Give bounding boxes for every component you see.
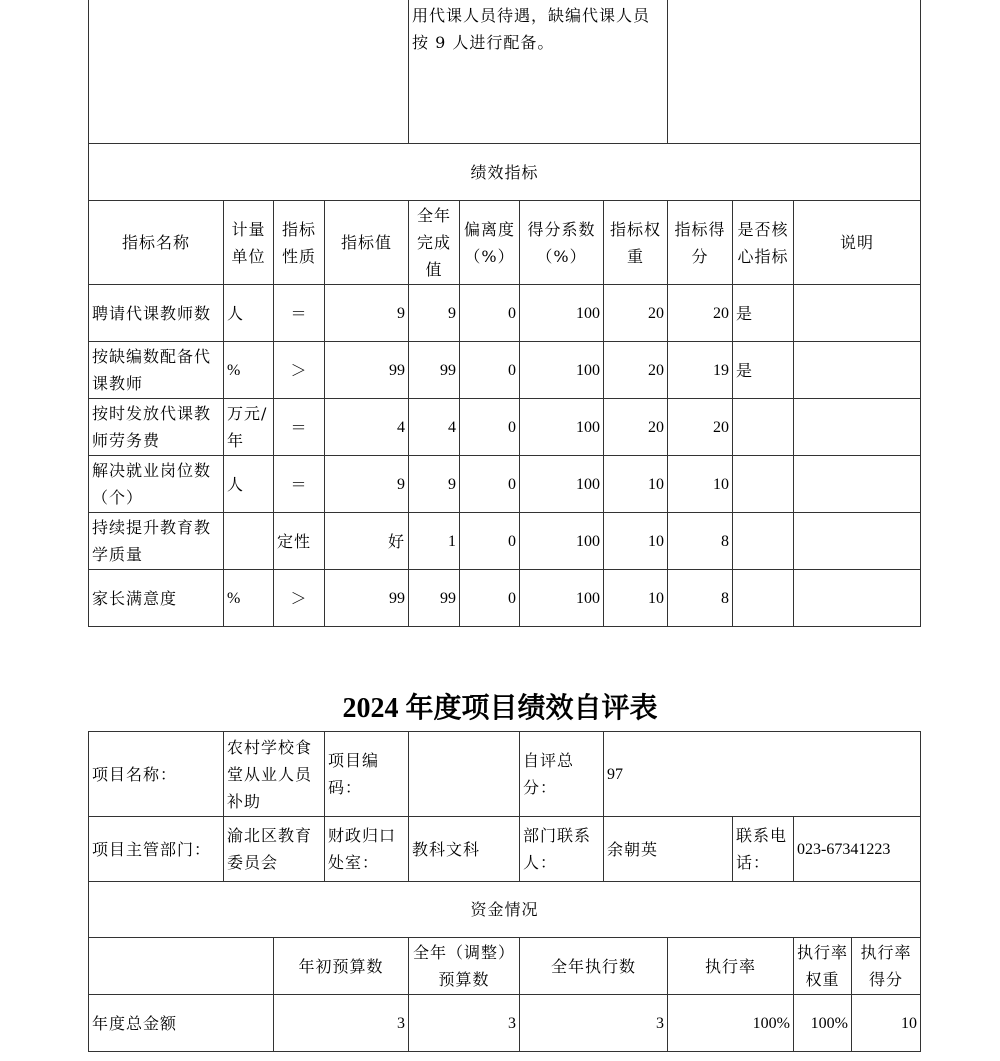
indicator-row-cell-text: 9 — [448, 475, 456, 493]
indicator-row-cell — [459, 455, 520, 513]
indicator-row-cell — [324, 284, 409, 342]
section-title-funds — [88, 881, 921, 938]
fund-row-cell — [519, 994, 668, 1052]
prev-row-cell — [667, 0, 921, 144]
fund-row-cell — [273, 994, 409, 1052]
fund-row-cell — [88, 994, 274, 1052]
indicator-row-cell-text: 聘请代课教师数 — [92, 303, 212, 323]
project-dept-cell — [408, 816, 520, 882]
indicator-header-text: 指标权重 — [609, 219, 661, 266]
indicator-row-cell — [603, 398, 668, 456]
indicator-header — [459, 200, 520, 285]
indicator-row-cell — [324, 569, 409, 627]
fund-header — [793, 937, 852, 995]
project-info-cell-text: 项目名称： — [92, 764, 178, 784]
indicator-row-cell — [793, 398, 921, 456]
indicator-row-cell — [273, 398, 325, 456]
indicator-row-cell — [88, 341, 224, 399]
fund-header — [88, 937, 274, 995]
indicator-header — [408, 200, 460, 285]
indicator-row-cell-text: 9 — [397, 304, 405, 322]
indicator-header-text: 是否核心指标 — [737, 219, 789, 266]
indicator-row-cell-text: 0 — [508, 304, 516, 322]
indicator-row-cell — [223, 284, 274, 342]
indicator-row-cell — [459, 341, 520, 399]
project-dept-cell-text: 联系电话： — [736, 826, 788, 872]
project-info-cell-text: 农村学校食堂从业人员补助 — [227, 737, 313, 811]
fund-header — [519, 937, 668, 995]
indicator-row-cell — [603, 341, 668, 399]
indicator-row-cell — [519, 569, 604, 627]
project-dept-cell-text: 项目主管部门： — [92, 839, 212, 859]
indicator-row-cell-text: 10 — [648, 589, 664, 607]
fund-row-cell-text: 年度总金额 — [92, 1013, 178, 1033]
indicator-row-cell-text: % — [227, 361, 241, 379]
indicator-row-cell — [324, 341, 409, 399]
indicator-row-cell-text: 100 — [576, 304, 600, 322]
indicator-row-cell-text: 好 — [387, 531, 405, 551]
indicator-row-cell-text: 100 — [576, 361, 600, 379]
indicator-row-cell-text: 1 — [448, 532, 456, 550]
indicator-row-cell — [459, 512, 520, 570]
indicator-row-cell — [732, 569, 794, 627]
indicator-row-cell — [88, 512, 224, 570]
project-info-cell — [519, 731, 604, 817]
indicator-row-cell-text: 100 — [576, 475, 600, 493]
indicator-row-cell — [223, 398, 274, 456]
indicator-row-cell — [519, 284, 604, 342]
indicator-row-cell — [408, 284, 460, 342]
indicator-row-cell — [667, 455, 733, 513]
project-info-cell — [603, 731, 921, 817]
indicator-row-cell — [88, 455, 224, 513]
indicator-row-cell-text: 是 — [736, 360, 754, 380]
indicator-row-cell-text: 人 — [227, 303, 245, 323]
indicator-row-cell-text: 人 — [227, 474, 245, 494]
indicator-row-cell — [408, 455, 460, 513]
indicator-row-cell-text: 是 — [736, 303, 754, 323]
indicator-row-cell-text: 10 — [648, 532, 664, 550]
indicator-row-cell-text: 9 — [397, 475, 405, 493]
indicator-row-cell-text: 100 — [576, 418, 600, 436]
indicator-row-cell-text: 家长满意度 — [92, 588, 178, 608]
indicator-row-cell-text: 0 — [508, 361, 516, 379]
indicator-header — [223, 200, 274, 285]
prev-row-cell — [88, 0, 409, 144]
fund-header — [851, 937, 921, 995]
indicator-row-cell — [667, 512, 733, 570]
indicator-row-cell-text: 4 — [397, 418, 405, 436]
indicator-header-text: 全年完成值 — [416, 206, 451, 279]
project-dept-cell — [732, 816, 794, 882]
indicator-row-cell-text: 0 — [508, 418, 516, 436]
fund-row-cell-text: 3 — [656, 1014, 664, 1032]
section-title-funds-text: 资金情况 — [470, 900, 539, 919]
indicator-row-cell — [88, 398, 224, 456]
project-dept-cell — [793, 816, 921, 882]
project-dept-cell-text: 部门联系人： — [523, 826, 592, 872]
indicator-row-cell-text: 100 — [576, 589, 600, 607]
indicator-row-cell — [793, 455, 921, 513]
indicator-row-cell-text: 万元/年 — [227, 404, 268, 450]
fund-header-text: 执行率得分 — [860, 943, 912, 989]
project-info-cell-text: 自评总分： — [523, 751, 575, 797]
indicator-row-cell — [88, 284, 224, 342]
indicator-row-cell — [408, 341, 460, 399]
fund-row-cell-text: 100% — [752, 1014, 790, 1032]
indicator-row-cell-text: 10 — [713, 475, 729, 493]
indicator-row-cell-text: 20 — [713, 304, 729, 322]
indicator-header-text: 计量单位 — [231, 219, 266, 266]
indicator-header-text: 得分系数（%） — [527, 219, 596, 266]
indicator-row-cell-text: 按时发放代课教师劳务费 — [92, 404, 212, 450]
indicator-header — [793, 200, 921, 285]
indicator-row-cell-text: % — [227, 589, 241, 607]
indicator-row-cell — [88, 569, 224, 627]
indicator-row-cell-text: ＝ — [290, 303, 308, 323]
indicator-row-cell — [459, 284, 520, 342]
indicator-header-text: 指标值 — [340, 233, 392, 252]
project-info-cell-text: 项目编码： — [328, 751, 380, 797]
indicator-row-cell — [223, 341, 274, 399]
indicator-row-cell — [519, 455, 604, 513]
indicator-header-text: 偏离度（%） — [463, 219, 515, 266]
project-dept-cell — [324, 816, 409, 882]
fund-header — [408, 937, 520, 995]
evaluation-form-title: 2024 年度项目绩效自评表 — [342, 693, 658, 724]
indicator-row-cell — [223, 569, 274, 627]
indicator-row-cell — [273, 455, 325, 513]
indicator-header-text: 说明 — [839, 233, 874, 252]
fund-header-text: 年初预算数 — [298, 956, 384, 976]
fund-row-cell — [793, 994, 852, 1052]
indicator-header-text: 指标性质 — [281, 219, 316, 266]
fund-row-cell-text: 10 — [901, 1014, 917, 1032]
project-dept-cell-text: 023-67341223 — [797, 840, 891, 858]
indicator-row-cell — [732, 398, 794, 456]
project-dept-cell-text: 渝北区教育委员会 — [227, 826, 313, 872]
indicator-row-cell — [793, 341, 921, 399]
indicator-row-cell — [459, 398, 520, 456]
indicator-row-cell — [603, 569, 668, 627]
indicator-row-cell — [324, 398, 409, 456]
project-dept-cell — [223, 816, 325, 882]
indicator-row-cell — [519, 512, 604, 570]
indicator-header — [88, 200, 224, 285]
project-info-cell-text: 97 — [607, 765, 623, 783]
indicator-row-cell — [667, 398, 733, 456]
fund-header-text: 全年（调整）预算数 — [412, 943, 515, 989]
indicator-row-cell-text: 99 — [389, 589, 405, 607]
indicator-row-cell-text: 4 — [448, 418, 456, 436]
indicator-row-cell — [273, 512, 325, 570]
fund-row-cell — [408, 994, 520, 1052]
indicator-row-cell-text: 20 — [648, 304, 664, 322]
indicator-row-cell-text: 20 — [713, 418, 729, 436]
project-info-cell — [408, 731, 520, 817]
fund-header-text: 执行率 — [704, 956, 756, 976]
indicator-row-cell — [732, 284, 794, 342]
indicator-row-cell — [273, 341, 325, 399]
project-info-cell — [88, 731, 224, 817]
indicator-row-cell — [667, 284, 733, 342]
indicator-row-cell-text: ＝ — [290, 474, 308, 494]
prev-row-cell-text: 用代课人员待遇，缺编代课人员按 9 人进行配备。 — [412, 6, 651, 52]
fund-row-cell — [667, 994, 794, 1052]
indicator-row-cell-text: 解决就业岗位数（个） — [92, 461, 212, 507]
indicator-row-cell — [324, 455, 409, 513]
indicator-row-cell-text: 20 — [648, 418, 664, 436]
indicator-row-cell-text: 0 — [508, 589, 516, 607]
indicator-row-cell-text: 99 — [440, 361, 456, 379]
fund-row-cell — [851, 994, 921, 1052]
indicator-row-cell-text: 10 — [648, 475, 664, 493]
indicator-row-cell — [793, 284, 921, 342]
indicator-row-cell — [732, 455, 794, 513]
project-dept-cell-text: 余朝英 — [607, 839, 659, 859]
section-title-performance — [88, 143, 921, 201]
indicator-row-cell — [273, 569, 325, 627]
indicator-header-text: 指标得分 — [674, 219, 726, 266]
fund-row-cell-text: 100% — [810, 1014, 848, 1032]
fund-header-text: 执行率权重 — [797, 943, 849, 989]
indicator-row-cell — [519, 398, 604, 456]
indicator-row-cell-text: 0 — [508, 475, 516, 493]
indicator-row-cell — [223, 512, 274, 570]
project-dept-cell-text: 财政归口处室： — [328, 826, 397, 872]
project-dept-cell — [519, 816, 604, 882]
indicator-row-cell — [603, 512, 668, 570]
indicator-row-cell-text: ＝ — [290, 417, 308, 437]
indicator-header-text: 指标名称 — [121, 233, 190, 252]
fund-row-cell-text: 3 — [508, 1014, 516, 1032]
project-dept-cell — [603, 816, 733, 882]
indicator-row-cell — [459, 569, 520, 627]
fund-header-text: 全年执行数 — [550, 956, 636, 976]
indicator-row-cell-text: 持续提升教育教学质量 — [92, 518, 212, 564]
indicator-row-cell-text: 99 — [440, 589, 456, 607]
project-dept-cell-text: 教科文科 — [412, 839, 481, 859]
indicator-row-cell-text: 19 — [713, 361, 729, 379]
prev-row-cell — [408, 0, 668, 144]
indicator-row-cell-text: 0 — [508, 532, 516, 550]
indicator-header — [324, 200, 409, 285]
indicator-row-cell — [793, 569, 921, 627]
indicator-row-cell — [273, 284, 325, 342]
indicator-row-cell-text: ＞ — [290, 588, 308, 608]
indicator-row-cell — [519, 341, 604, 399]
indicator-row-cell — [667, 341, 733, 399]
indicator-row-cell — [408, 398, 460, 456]
indicator-header — [273, 200, 325, 285]
indicator-row-cell-text: 8 — [721, 532, 729, 550]
indicator-row-cell — [793, 512, 921, 570]
indicator-row-cell-text: 9 — [448, 304, 456, 322]
indicator-header — [732, 200, 794, 285]
indicator-row-cell — [223, 455, 274, 513]
indicator-row-cell-text: 按缺编数配备代课教师 — [92, 347, 212, 393]
project-dept-cell — [88, 816, 224, 882]
fund-header — [273, 937, 409, 995]
indicator-row-cell — [732, 341, 794, 399]
indicator-row-cell — [408, 569, 460, 627]
project-info-cell — [324, 731, 409, 817]
indicator-row-cell — [603, 284, 668, 342]
indicator-header — [603, 200, 668, 285]
indicator-row-cell-text: ＞ — [290, 360, 308, 380]
indicator-row-cell — [408, 512, 460, 570]
indicator-row-cell-text: 8 — [721, 589, 729, 607]
fund-header — [667, 937, 794, 995]
indicator-row-cell — [667, 569, 733, 627]
indicator-header — [519, 200, 604, 285]
indicator-row-cell — [324, 512, 409, 570]
indicator-header — [667, 200, 733, 285]
indicator-row-cell-text: 定性 — [277, 531, 312, 551]
indicator-row-cell-text: 100 — [576, 532, 600, 550]
indicator-row-cell-text: 99 — [389, 361, 405, 379]
indicator-row-cell — [603, 455, 668, 513]
fund-row-cell-text: 3 — [397, 1014, 405, 1032]
indicator-row-cell — [732, 512, 794, 570]
indicator-row-cell-text: 20 — [648, 361, 664, 379]
project-info-cell — [223, 731, 325, 817]
section-title-performance-text: 绩效指标 — [470, 162, 539, 182]
